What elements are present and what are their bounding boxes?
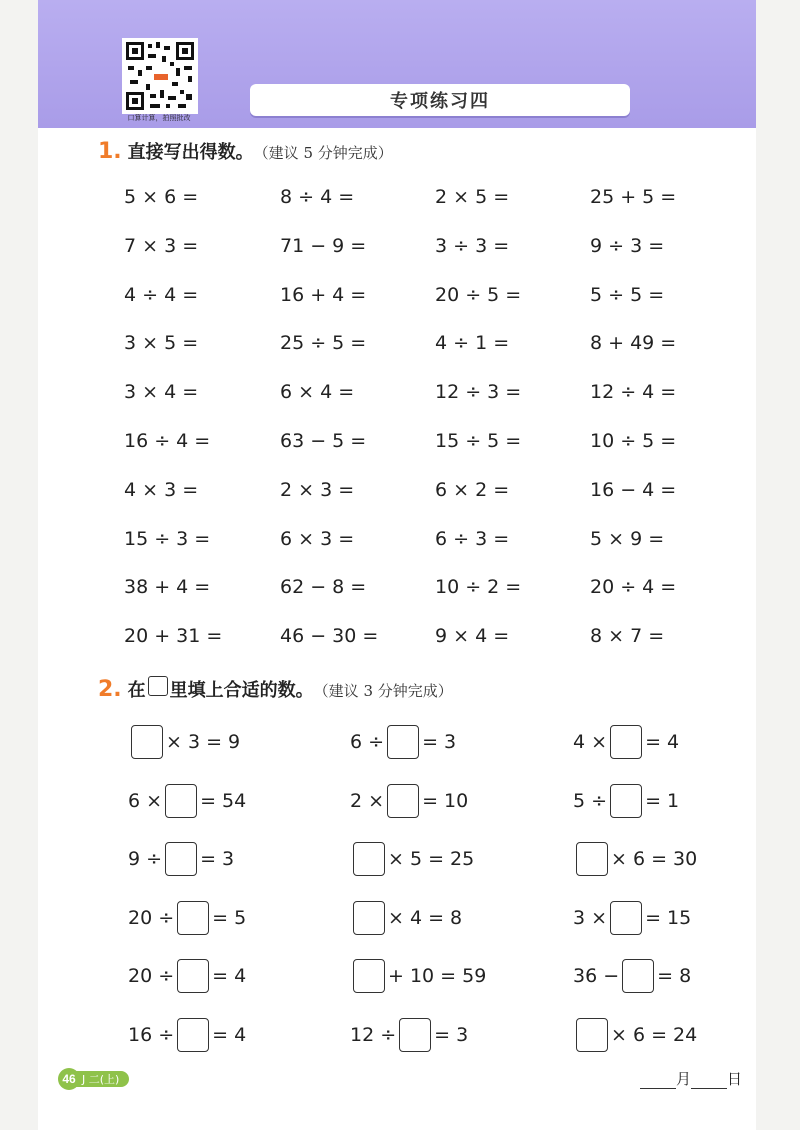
problem-suffix: + 10 = 59 bbox=[388, 965, 487, 987]
fill-blank-problem bbox=[128, 841, 234, 877]
problem-suffix: × 6 = 30 bbox=[611, 848, 698, 870]
oral-problem: 2 × 3 = bbox=[280, 478, 355, 501]
oral-problem: 10 ÷ 2 = bbox=[435, 576, 522, 599]
problem-prefix: 6 ÷ bbox=[350, 731, 385, 753]
oral-problem: 46 − 30 = bbox=[280, 625, 379, 648]
oral-problem: 4 ÷ 1 = bbox=[435, 332, 510, 355]
problem-prefix: 20 ÷ bbox=[128, 965, 175, 987]
answer-box[interactable] bbox=[353, 901, 385, 935]
oral-problem: 71 − 9 = bbox=[280, 234, 367, 257]
answer-box[interactable] bbox=[610, 784, 642, 818]
oral-problem: 8 × 7 = bbox=[590, 625, 665, 648]
answer-box[interactable] bbox=[165, 842, 197, 876]
oral-problem: 20 ÷ 4 = bbox=[590, 576, 677, 599]
problem-suffix: × 4 = 8 bbox=[388, 906, 463, 929]
problem-prefix: 20 ÷ bbox=[128, 906, 175, 929]
fill-blank-problem bbox=[350, 841, 474, 877]
oral-problem: 15 ÷ 5 = bbox=[435, 430, 522, 452]
oral-problem: 20 + 31 = bbox=[124, 625, 223, 648]
oral-problem: 12 ÷ 4 = bbox=[590, 381, 677, 404]
oral-problem: 20 ÷ 5 = bbox=[435, 283, 522, 306]
fill-blank-problem bbox=[350, 958, 486, 994]
oral-problem: 3 × 4 = bbox=[124, 381, 199, 404]
oral-problem: 62 − 8 = bbox=[280, 576, 367, 599]
problem-prefix: 36 − bbox=[573, 965, 620, 987]
answer-box[interactable] bbox=[353, 959, 385, 993]
fill-blank-problem bbox=[573, 900, 691, 936]
fill-blank-problem bbox=[573, 841, 697, 877]
oral-problem: 6 × 2 = bbox=[435, 478, 510, 501]
oral-problem: 8 + 49 = bbox=[590, 332, 677, 355]
problem-suffix: = 3 bbox=[422, 731, 457, 753]
answer-box[interactable] bbox=[622, 959, 654, 993]
month-blank[interactable] bbox=[640, 1072, 676, 1089]
section-1-title: 直接写出得数。 bbox=[127, 142, 254, 163]
oral-problem: 25 ÷ 5 = bbox=[280, 332, 367, 355]
problem-suffix: × 6 = 24 bbox=[611, 1023, 698, 1046]
fill-blank-problem bbox=[573, 1017, 697, 1053]
problem-suffix: = 10 bbox=[422, 789, 469, 812]
page-number: 46 bbox=[58, 1068, 80, 1090]
problem-suffix: = 15 bbox=[645, 906, 692, 929]
oral-problem: 6 × 3 = bbox=[280, 527, 355, 550]
problem-suffix: = 3 bbox=[434, 1023, 469, 1046]
oral-problem: 7 × 3 = bbox=[124, 234, 199, 257]
problem-suffix: = 4 bbox=[645, 731, 680, 753]
problem-suffix: = 5 bbox=[212, 906, 247, 929]
oral-problem: 5 ÷ 5 = bbox=[590, 283, 665, 306]
day-label: 日 bbox=[726, 1070, 742, 1088]
book-label: J 二(上) bbox=[76, 1071, 129, 1087]
answer-box[interactable] bbox=[177, 1018, 209, 1052]
oral-problem: 5 × 6 = bbox=[124, 186, 199, 208]
answer-box[interactable] bbox=[610, 901, 642, 935]
day-blank[interactable] bbox=[691, 1072, 727, 1089]
problem-suffix: = 4 bbox=[212, 1023, 247, 1046]
date-line bbox=[640, 1068, 742, 1089]
answer-box[interactable] bbox=[177, 901, 209, 935]
answer-box[interactable] bbox=[387, 725, 419, 759]
section-2-heading bbox=[98, 676, 453, 702]
oral-problem: 63 − 5 = bbox=[280, 430, 367, 452]
oral-problem: 16 + 4 = bbox=[280, 283, 367, 306]
problem-suffix: × 3 = 9 bbox=[166, 731, 241, 753]
problem-suffix: = 3 bbox=[200, 848, 235, 870]
problem-prefix: 16 ÷ bbox=[128, 1023, 175, 1046]
fill-blank-problem bbox=[350, 724, 456, 760]
problem-prefix: 9 ÷ bbox=[128, 848, 163, 870]
problem-suffix: = 8 bbox=[657, 965, 692, 987]
oral-problem: 6 ÷ 3 = bbox=[435, 527, 510, 550]
problem-prefix: 5 ÷ bbox=[573, 789, 608, 812]
oral-problem: 9 ÷ 3 = bbox=[590, 234, 665, 257]
oral-problem: 25 + 5 = bbox=[590, 186, 677, 208]
footer-badge bbox=[58, 1068, 129, 1090]
fill-blank-problem bbox=[128, 724, 240, 760]
answer-box[interactable] bbox=[165, 784, 197, 818]
fill-blank-problem bbox=[350, 900, 462, 936]
page-title: 专项练习四 bbox=[250, 84, 630, 116]
answer-box[interactable] bbox=[387, 784, 419, 818]
oral-problem: 15 ÷ 3 = bbox=[124, 527, 211, 550]
header-banner bbox=[38, 0, 756, 128]
problem-prefix: 4 × bbox=[573, 731, 608, 753]
fill-blank-problem bbox=[128, 900, 246, 936]
section-2-title-before: 在 bbox=[127, 680, 146, 701]
answer-box-icon bbox=[148, 676, 168, 696]
oral-problem: 12 ÷ 3 = bbox=[435, 381, 522, 404]
oral-problem: 4 × 3 = bbox=[124, 478, 199, 501]
answer-box[interactable] bbox=[131, 725, 163, 759]
fill-blank-problem bbox=[573, 783, 679, 819]
oral-problem: 3 × 5 = bbox=[124, 332, 199, 355]
oral-problem: 3 ÷ 3 = bbox=[435, 234, 510, 257]
problem-suffix: = 4 bbox=[212, 965, 247, 987]
oral-problem: 9 × 4 = bbox=[435, 625, 510, 648]
fill-blank-problem bbox=[573, 958, 691, 994]
oral-problem: 16 − 4 = bbox=[590, 478, 677, 501]
fill-blank-problem bbox=[350, 1017, 468, 1053]
answer-box[interactable] bbox=[576, 842, 608, 876]
section-1-hint: （建议 5 分钟完成） bbox=[253, 144, 393, 162]
oral-problem: 38 + 4 = bbox=[124, 576, 211, 599]
qr-caption: 口算计算，拍照批改 bbox=[127, 114, 191, 122]
problem-prefix: 2 × bbox=[350, 789, 385, 812]
problem-suffix: × 5 = 25 bbox=[388, 848, 475, 870]
answer-box[interactable] bbox=[399, 1018, 431, 1052]
fill-blank-problem bbox=[350, 783, 468, 819]
section-2-number: 2. bbox=[98, 677, 122, 702]
fill-blank-problem bbox=[128, 783, 246, 819]
problem-suffix: = 54 bbox=[200, 789, 247, 812]
oral-problem: 8 ÷ 4 = bbox=[280, 186, 355, 208]
oral-problem: 2 × 5 = bbox=[435, 186, 510, 208]
problem-prefix: 3 × bbox=[573, 906, 608, 929]
problem-prefix: 6 × bbox=[128, 789, 163, 812]
section-1-heading bbox=[98, 138, 393, 164]
oral-problem: 10 ÷ 5 = bbox=[590, 430, 677, 452]
oral-problem: 16 ÷ 4 = bbox=[124, 430, 211, 452]
oral-problem: 6 × 4 = bbox=[280, 381, 355, 404]
section-1-number: 1. bbox=[98, 139, 122, 164]
fill-blank-problem bbox=[573, 724, 679, 760]
section-2-title-after: 里填上合适的数。 bbox=[169, 680, 314, 701]
answer-box[interactable] bbox=[610, 725, 642, 759]
worksheet-page bbox=[38, 0, 756, 1130]
qr-code-icon[interactable] bbox=[122, 38, 198, 114]
fill-blank-problem bbox=[128, 958, 246, 994]
answer-box[interactable] bbox=[177, 959, 209, 993]
fill-blank-problem bbox=[128, 1017, 246, 1053]
month-label: 月 bbox=[675, 1070, 691, 1088]
oral-problem: 4 ÷ 4 = bbox=[124, 283, 199, 306]
section-2-hint: （建议 3 分钟完成） bbox=[313, 682, 453, 700]
oral-problem: 5 × 9 = bbox=[590, 527, 665, 550]
problem-prefix: 12 ÷ bbox=[350, 1023, 397, 1046]
answer-box[interactable] bbox=[353, 842, 385, 876]
answer-box[interactable] bbox=[576, 1018, 608, 1052]
problem-suffix: = 1 bbox=[645, 789, 680, 812]
